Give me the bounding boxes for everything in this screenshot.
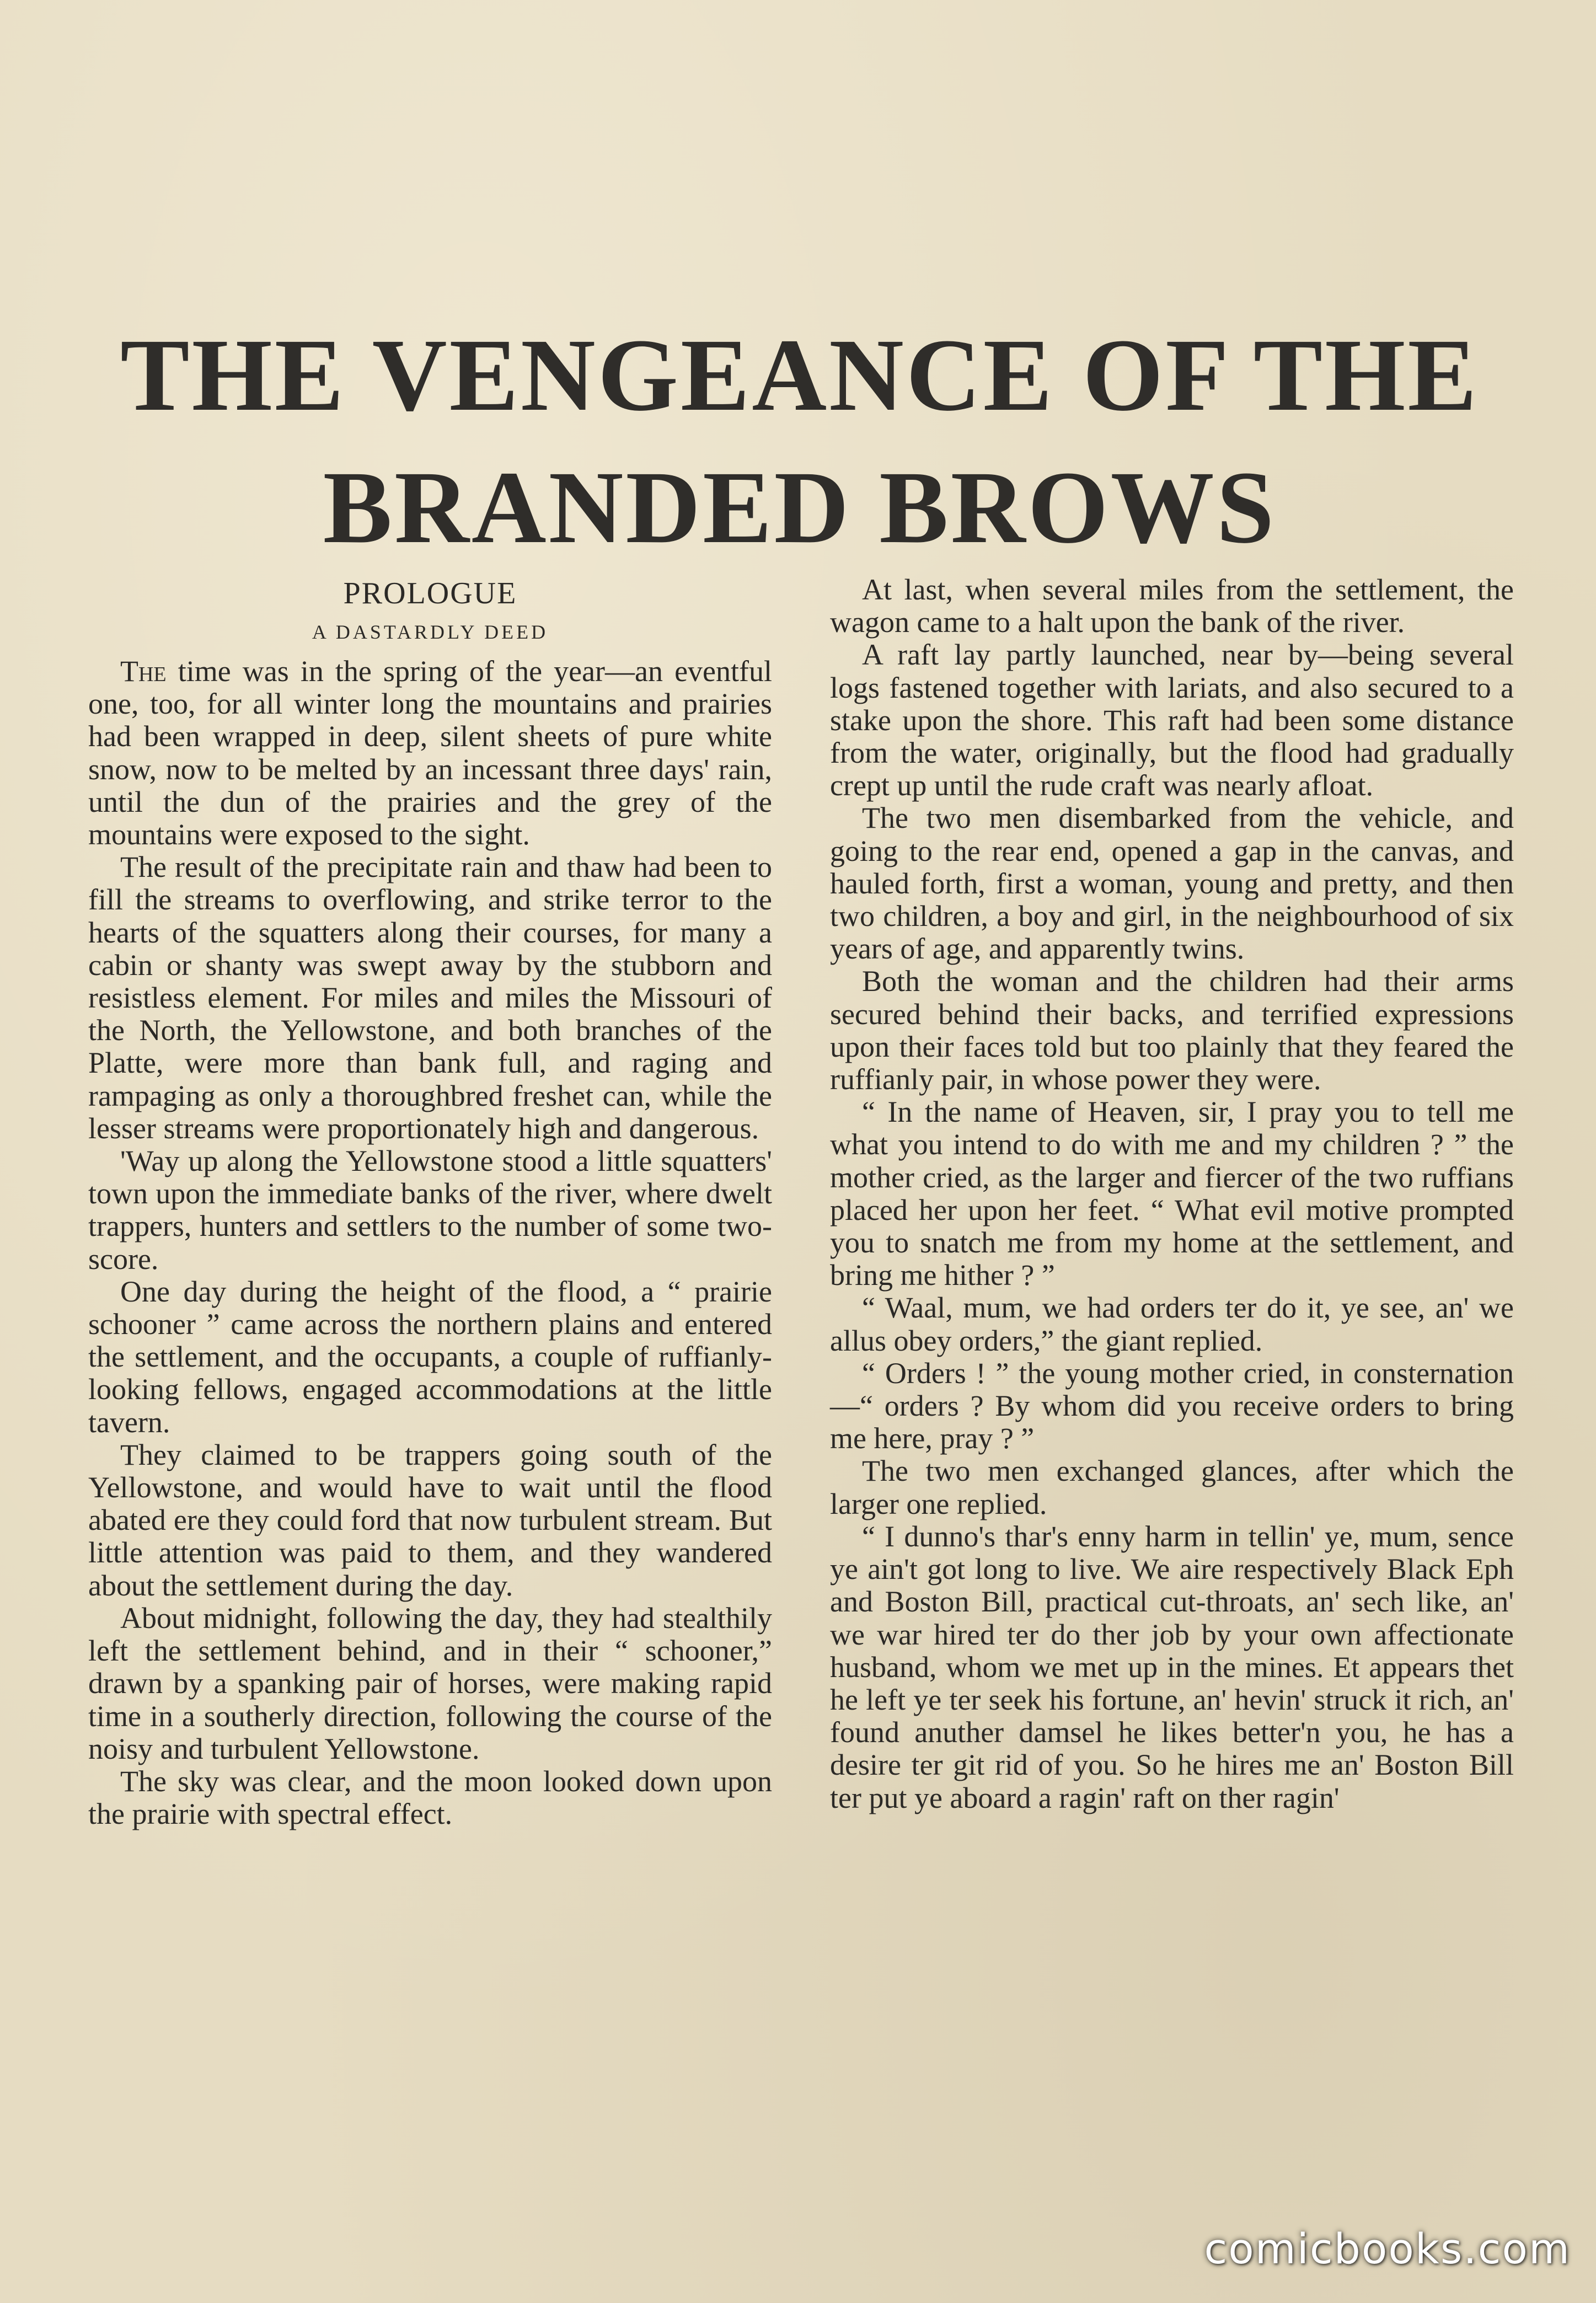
left-column [88,574,772,1830]
watermark: comicbooks.com [1204,2224,1571,2273]
paragraph: The two men exchanged glances, after which the larger one replied. [830,1454,1514,1520]
story-title: THE VENGEANCE OF THE BRANDED BROWS [120,317,1479,565]
chapter-subheading: A DASTARDLY DEED [312,621,549,643]
paragraph: The result of the precipitate rain and thaw had been to fill the streams to overflowing, and strike terror to the hearts of the squatters along their courses, for many a cabin or shanty was swept away by the stubborn and resistless element. For miles and miles the Missouri of the North, the Yellowstone, and both branches of the Platte, were more than bank full, and raging and rampaging as only a thoroughbred freshet can, while the lesser streams were proportionately high and dangerous. [88,850,772,1145]
paragraph: Both the woman and the children had their arms secured behind their backs, and terrified expressions upon their faces told but too plainly that they feared the ruffianly pair, in whose power they were. [830,965,1514,1096]
paragraph: At last, when several miles from the settlement, the wagon came to a halt upon the bank of the river. [830,573,1514,639]
paragraph [88,655,772,851]
paragraph: “ In the name of Heaven, sir, I pray you to tell me what you intend to do with me and my children ? ” the mother cried, as the larger and fiercer of the two ruffians placed her upon her feet. “ What evil motive prompted you to snatch me from my home at the settlement, and bring me hither ? ” [830,1095,1514,1292]
paragraph: “ Waal, mum, we had orders ter do it, ye see, an' we allus obey orders,” the giant replied. [830,1291,1514,1357]
paragraph: 'Way up along the Yellowstone stood a little squatters' town upon the immediate banks of the river, where dwelt trappers, hunters and settlers to the number of some two-score. [88,1144,772,1276]
paragraph: The sky was clear, and the moon looked down upon the prairie with spectral effect. [88,1764,772,1831]
prologue-heading: PROLOGUE [343,576,517,610]
paragraph: They claimed to be trappers going south of the Yellowstone, and would have to wait until the flood abated ere they could ford that now turbulent stream. But little attention was paid to them, and they wandered about the settlement during the day. [88,1438,772,1602]
paragraph: One day during the height of the flood, a “ prairie schooner ” came across the northern plains and entered the settlement, and the occupants, a couple of ruffianly-looking fellows, engaged accommodations at the little tavern. [88,1274,772,1439]
paragraph-text: time was in the spring of the year—an eventful one, too, for all winter long the mountains and prairies had been wrapped in deep, silent sheets of pure white snow, now to be melted by an incessant three days' rain, until the dun of the prairies and the grey of the mountains were exposed to the sight. [88,655,772,851]
paragraph: A raft lay partly launched, near by—being several logs fastened together with lariats, and also secured to a stake upon the shore. This raft had been some distance from the water, originally, but the flood had gradually crept up until the rude craft was nearly afloat. [830,638,1514,802]
paragraph: About midnight, following the day, they had stealthily left the settlement behind, and in their “ schooner,” drawn by a spanking pair of horses, were making rapid time in a southerly direction, following the course of the noisy and turbulent Yellowstone. [88,1601,772,1765]
lead-word: The [120,655,167,688]
paragraph: The two men disembarked from the vehicle, and going to the rear end, opened a gap in the canvas, and hauled forth, first a woman, young and pretty, and then two children, a boy and girl, in the neighbourhood of six years of age, and apparently twins. [830,801,1514,966]
right-column [830,574,1514,1814]
paragraph: “ I dunno's thar's enny harm in tellin' ye, mum, sence ye ain't got long to live. We aire respectively Black Eph and Boston Bill, practical cut-throats, an' sech like, an' we war hired ter do ther job by your own affectionate husband, whom we met up in the mines. Et appears thet he left ye ter seek his fortune, an' hevin' struck it rich, an' found anuther damsel he likes better'n you, he has a desire ter git rid of you. So he hires me an' Boston Bill ter put ye aboard a ragin' raft on ther ragin' [830,1519,1514,1814]
paragraph: “ Orders ! ” the young mother cried, in consternation—“ orders ? By whom did you receive orders to bring me here, pray ? ” [830,1356,1514,1455]
